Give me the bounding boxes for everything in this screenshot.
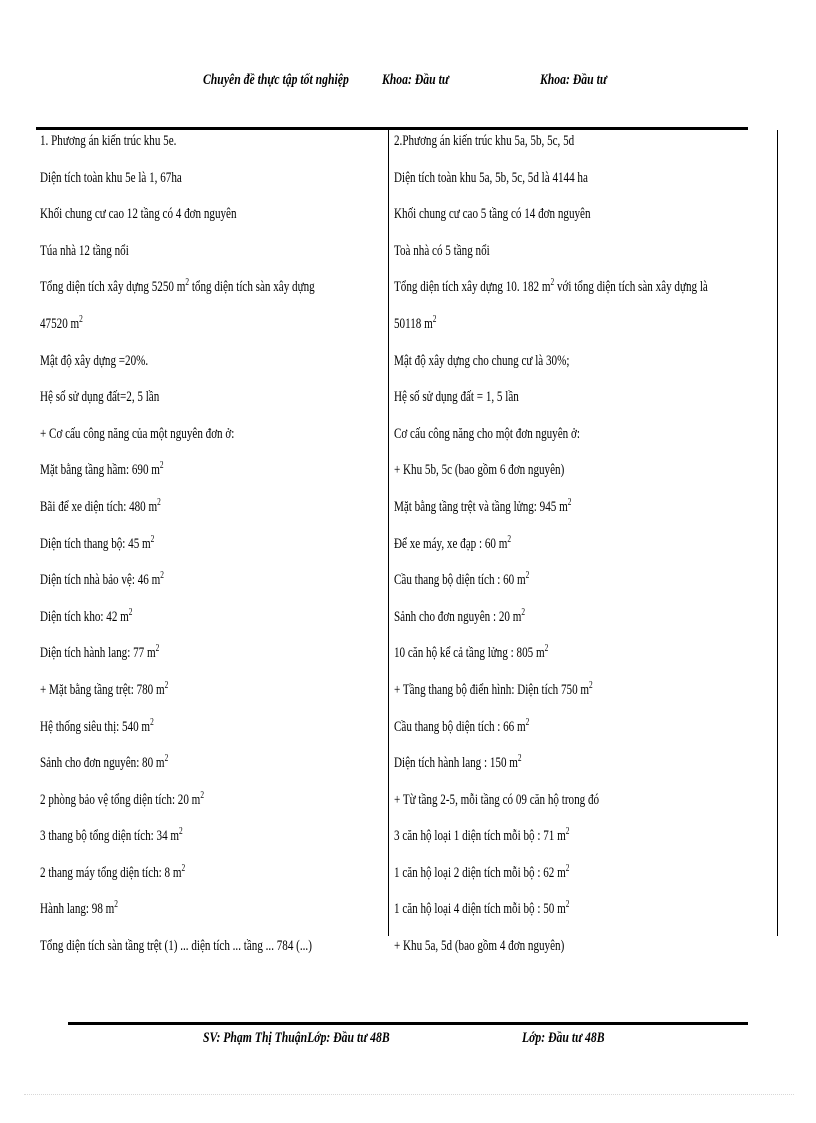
left-column-line: 2 thang máy tổng diện tích: 8 $m^2$ [40, 862, 186, 881]
right-column-line: Cầu thang bộ diện tích : 60 $m^2$ [394, 570, 530, 589]
right-column-line: 1 căn hộ loại 4 diện tích mỗi bộ : 50 $m^2$ [394, 899, 570, 918]
left-column-line: Diện tích thang bộ: 45 $m^2$ [40, 533, 155, 552]
right-column-line: + Khu 5a, 5d (bao gồm 4 đơn nguyên) [394, 938, 565, 955]
right-column-line: Sảnh cho đơn nguyên : 20 $m^2$ [394, 606, 526, 625]
right-column-line: Cơ cấu công năng cho một đơn nguyên ở: [394, 425, 580, 442]
header-dept-short: Khoa: Đầu tư [382, 72, 449, 88]
left-heading: 1. Phương án kiến trúc khu 5e. [40, 133, 177, 149]
left-column-line: Khối chung cư cao 12 tầng có 4 đơn nguyên [40, 206, 237, 223]
footer-student: SV: Phạm Thị ThuậnLớp: Đầu tư 48B [203, 1030, 390, 1046]
left-column-line: Túa nhà 12 tầng nổi [40, 242, 129, 259]
right-column-line: 1 căn hộ loại 2 diện tích mỗi bộ : 62 $m^2$ [394, 862, 570, 881]
right-column-line: Khối chung cư cao 5 tầng có 14 đơn nguyên [394, 206, 591, 223]
header-dept: Khoa: Đầu tư [540, 72, 607, 88]
left-column-line: Bãi để xe diện tích: 480 $m^2$ [40, 496, 161, 515]
left-column-line: Hành lang: 98 $m^2$ [40, 899, 119, 918]
left-column-line: Diện tích nhà bảo vệ: 46 $m^2$ [40, 570, 164, 589]
left-column-line: + Mặt bằng tầng trệt: 780 $m^2$ [40, 679, 169, 698]
right-column-line: Mật độ xây dựng cho chung cư là 30%; [394, 352, 570, 369]
left-column-line: Mật độ xây dựng =20%. [40, 352, 149, 369]
right-column-line: Cầu thang bộ diện tích : 66 $m^2$ [394, 716, 530, 735]
right-column-line: Hệ số sử dụng đất = 1, 5 lần [394, 389, 519, 406]
right-column-line: + Tầng thang bộ điển hình: Diện tích 750 $m^2$ [394, 679, 593, 698]
left-column-line: Diện tích hành lang: 77 $m^2$ [40, 643, 160, 662]
right-column-line: Diện tích hành lang : 150 $m^2$ [394, 753, 522, 772]
right-column-line: 50118 $m^2$ [394, 313, 437, 332]
right-column-line: Toà nhà có 5 tầng nổi [394, 242, 490, 259]
footer-class: Lớp: Đầu tư 48B [522, 1030, 605, 1046]
left-column-line: Sảnh cho đơn nguyên: 80 $m^2$ [40, 753, 169, 772]
right-column-line: Để xe máy, xe đạp : 60 $m^2$ [394, 533, 512, 552]
left-column-line: + Cơ cấu công năng của một nguyên đơn ở: [40, 425, 235, 442]
footer-rule [68, 1022, 748, 1025]
left-column-line: Tổng diện tích sàn tầng trệt (1) ... diện tích ... tầng ... 784 (...) [40, 938, 312, 955]
left-column [40, 123, 386, 965]
right-column-line: Diện tích toàn khu 5a, 5b, 5c, 5d là 4144 ha [394, 169, 588, 186]
right-column-line: 10 căn hộ kể cả tầng lửng : 805 $m^2$ [394, 643, 549, 662]
left-column-line: Diện tích toàn khu 5e là 1, 67ha [40, 169, 182, 186]
left-column-line: Mặt bằng tầng hầm: 690 $m^2$ [40, 460, 164, 479]
page-header [0, 72, 816, 96]
right-column-line: + Khu 5b, 5c (bao gồm 6 đơn nguyên) [394, 462, 565, 479]
left-column-line: Diện tích kho: 42 $m^2$ [40, 606, 133, 625]
left-column-line: Tổng diện tích xây dựng 5250 $m^2$ tổng diện tích sàn xây dựng [40, 277, 315, 296]
left-column-line: 47520 $m^2$ [40, 313, 83, 332]
right-heading: 2.Phương án kiến trúc khu 5a, 5b, 5c, 5d [394, 133, 575, 149]
comparison-table [36, 130, 778, 955]
header-title: Chuyên đề thực tập tốt nghiệp [203, 72, 349, 88]
right-column [394, 123, 774, 965]
column-divider [388, 130, 389, 936]
table-right-border [777, 130, 778, 936]
left-column-line: 2 phòng bảo vệ tổng diện tích: 20 $m^2$ [40, 789, 205, 808]
right-column-line: Mặt bằng tầng trệt và tầng lửng: 945 $m^2$ [394, 496, 572, 515]
left-column-line: Hệ thống siêu thị: 540 $m^2$ [40, 716, 154, 735]
left-column-line: 3 thang bộ tổng diện tích: 34 $m^2$ [40, 826, 183, 845]
right-column-line: 3 căn hộ loại 1 diện tích mỗi bộ : 71 $m^2$ [394, 826, 570, 845]
right-column-line: + Từ tầng 2-5, mỗi tầng có 09 căn hộ trong đó [394, 791, 600, 808]
page-footer [0, 1030, 816, 1054]
left-column-line: Hệ số sử dụng đất=2, 5 lần [40, 389, 160, 406]
page-bottom-dotted-line [24, 1094, 794, 1095]
right-column-line: Tổng diện tích xây dựng 10. 182 $m^2$ với tổng diện tích sàn xây dựng là [394, 277, 708, 296]
